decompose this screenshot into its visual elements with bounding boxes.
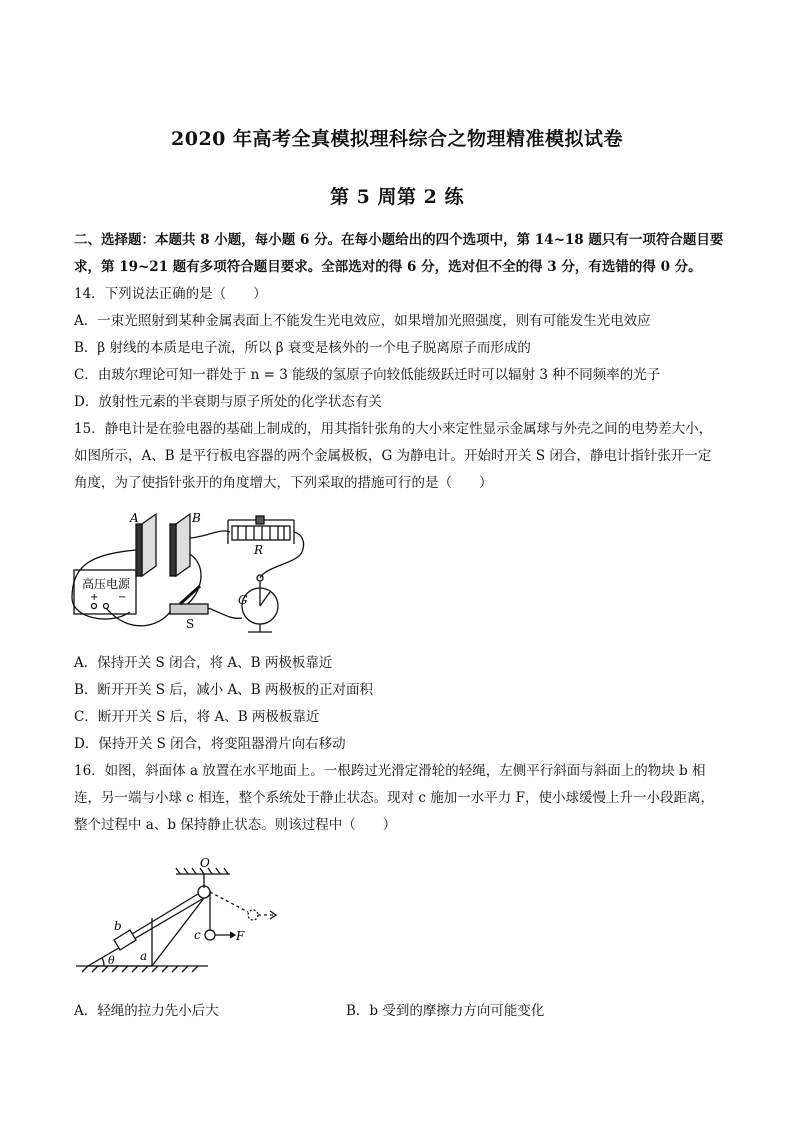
power-supply-label: 高压电源 — [82, 577, 131, 591]
q14-option-d: D．放射性元素的半衰期与原子所处的化学状态有关 — [74, 394, 382, 410]
section-instructions-line-1: 二、选择题：本题共 8 小题，每小题 6 分。在每小题给出的四个选项中，第 14~18 题只有一项符合题目要 — [74, 232, 724, 248]
rheostat-label: R — [254, 543, 264, 557]
minus-sign: − — [118, 592, 127, 603]
page-subtitle: 第 5 周第 2 练 — [330, 186, 464, 208]
section-instructions-line-2: 求，第 19~21 题有多项符合题目要求。全部选对的得 6 分，选对但不全的得 3 分，有选错的得 0 分。 — [74, 259, 702, 275]
ball-c-label: c — [194, 928, 201, 942]
plus-sign: + — [90, 592, 99, 603]
q16-stem-line-1: 16．如图，斜面体 a 放置在水平地面上。一根跨过光滑定滑轮的轻绳，左侧平行斜面与斜面上的物块 b 相 — [74, 763, 706, 779]
q16-stem-line-3: 整个过程中 a、b 保持静止状态。则该过程中（ ） — [74, 817, 397, 833]
q16-option-b: B．b 受到的摩擦力方向可能变化 — [346, 1003, 545, 1019]
q15-option-d: D．保持开关 S 闭合，将变阻器滑片向右移动 — [74, 736, 346, 752]
q15-stem-line-1: 15．静电计是在验电器的基础上制成的，用其指针张角的大小来定性显示金属球与外壳之间的电势差大小， — [74, 421, 713, 437]
capacitor-circuit-figure — [70, 508, 310, 638]
q14-option-b: B．β 射线的本质是电子流，所以 β 衰变是核外的一个电子脱离原子而形成的 — [74, 340, 531, 356]
plate-b-label: B — [192, 511, 201, 525]
block-b-label: b — [114, 919, 122, 933]
q16-stem-line-2: 连，另一端与小球 c 相连，整个系统处于静止状态。现对 c 施加一水平力 F，使小球缓慢上升一小段距离， — [74, 790, 714, 806]
q15-option-a: A．保持开关 S 闭合，将 A、B 两极板靠近 — [74, 655, 333, 671]
pulley-o-label: O — [200, 858, 210, 870]
incline-pulley-figure — [72, 858, 302, 974]
q14-stem: 14．下列说法正确的是（ ） — [74, 286, 267, 302]
q15-stem-line-2: 如图所示，A、B 是平行板电容器的两个金属极板，G 为静电计。开始时开关 S 闭合，静电计指针张开一定 — [74, 448, 712, 464]
theta-label: θ — [108, 954, 115, 967]
q16-option-a: A．轻绳的拉力先小后大 — [74, 1003, 219, 1019]
plate-a-label: A — [130, 511, 139, 525]
incline-a-label: a — [140, 949, 148, 963]
switch-label: S — [186, 617, 195, 631]
q15-option-b: B．断开开关 S 后，减小 A、B 两极板的正对面积 — [74, 682, 374, 698]
q14-option-c: C．由玻尔理论可知一群处于 n = 3 能级的氢原子向较低能级跃迁时可以辐射 3 种不同频率的光子 — [74, 367, 661, 383]
q15-stem-line-3: 角度，为了使指针张开的角度增大，下列采取的措施可行的是（ ） — [74, 475, 493, 491]
q15-option-c: C．断开开关 S 后，将 A、B 两极板靠近 — [74, 709, 320, 725]
q14-option-a: A．一束光照射到某种金属表面上不能发生光电效应，如果增加光照强度，则有可能发生光电效应 — [74, 313, 651, 329]
electrometer-label: G — [238, 593, 248, 607]
force-f-label: F — [236, 929, 245, 943]
page-title: 2020 年高考全真模拟理科综合之物理精准模拟试卷 — [171, 128, 623, 150]
